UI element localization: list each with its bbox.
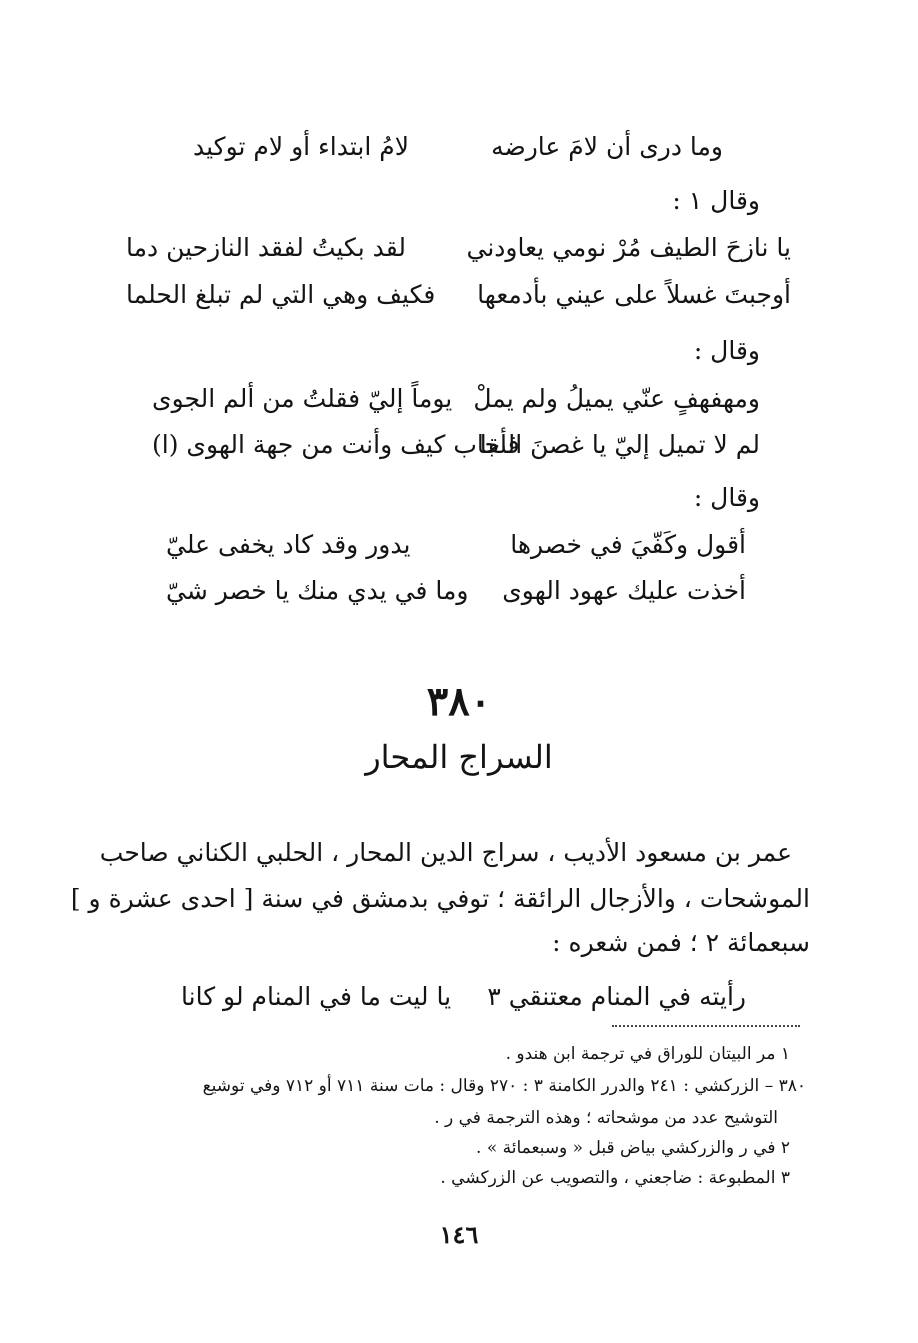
- verse-intro: وقال :: [693, 483, 760, 512]
- entry-title: السراج المحار: [365, 738, 553, 776]
- verse-hemistich-first: أقول وكَفّيَ في خصرها: [510, 530, 746, 559]
- footnote-line: التوشيح عدد من موشحاته ؛ وهذه الترجمة في ر .: [434, 1108, 778, 1128]
- verse-hemistich-second: لامُ ابتداء أو لام توكيد: [193, 132, 409, 161]
- body-line: سبعمائة ٢ ؛ فمن شعره :: [552, 928, 810, 957]
- verse-hemistich-first: لم لا تميل إليّ يا غصنَ النقا: [479, 430, 760, 459]
- verse-hemistich-first: ومهفهفٍ عنّي يميلُ ولم يملْ: [473, 384, 760, 413]
- footnote-line: ١ مر البيتان للوراق في ترجمة ابن هندو .: [505, 1044, 790, 1064]
- entry-number: ٣٨٠: [426, 678, 492, 725]
- verse-line: [166, 576, 746, 610]
- verse-hemistich-second: وما في يدي منك يا خصر شيّ: [166, 576, 469, 605]
- verse-intro: وقال ١ :: [672, 186, 760, 215]
- verse-hemistich-first: يا نازحَ الطيف مُرْ نومي يعاودني: [466, 233, 791, 262]
- verse-hemistich-first: أخذت عليك عهود الهوى: [502, 576, 746, 605]
- footnote-line: ٣٨٠ – الزركشي : ٢٤١ والدرر الكامنة ٣ : ٢٧٠ وقال : مات سنة ٧١١ أو ٧١٢ وفي توشيع: [202, 1076, 806, 1096]
- verse-hemistich-second: يدور وقد كاد يخفى عليّ: [166, 530, 411, 559]
- footnote-line: ٢ في ر والزركشي بياض قبل « وسبعمائة » .: [476, 1138, 790, 1158]
- body-line: عمر بن مسعود الأديب ، سراج الدين المحار ، الحلبي الكناني صاحب: [99, 838, 792, 867]
- footnote-line: ٣ المطبوعة : ضاجعني ، والتصويب عن الزركشي .: [440, 1168, 790, 1188]
- verse-hemistich-first: أوجبتَ غسلاً على عيني بأدمعها: [477, 280, 791, 309]
- verse-hemistich-second: فأجاب كيف وأنت من جهة الهوى (ا): [152, 430, 520, 459]
- verse-hemistich-second: لقد بكيتُ لفقد النازحين دما: [126, 233, 407, 262]
- footnote-separator: [612, 1025, 800, 1027]
- verse-hemistich-second: فكيف وهي التي لم تبلغ الحلما: [126, 280, 436, 309]
- page-number: ١٤٦: [439, 1220, 479, 1249]
- verse-intro: وقال :: [693, 336, 760, 365]
- verse-hemistich-first: وما درى أن لامَ عارضه: [491, 132, 723, 161]
- verse-line: [152, 384, 760, 418]
- verse-hemistich-second: يوماً إليّ فقلتُ من ألم الجوى: [152, 384, 453, 413]
- verse-line: [193, 132, 723, 166]
- verse-line: [126, 280, 791, 314]
- verse-hemistich-second: يا ليت ما في المنام لو كانا: [181, 982, 452, 1011]
- verse-line: [152, 430, 760, 464]
- verse-line: [126, 233, 791, 267]
- body-line: الموشحات ، والأزجال الرائقة ؛ توفي بدمشق في سنة [ احدى عشرة و ]: [70, 884, 810, 913]
- verse-line: [166, 530, 746, 564]
- verse-line: [181, 982, 746, 1016]
- verse-hemistich-first: رأيته في المنام معتنقي ٣: [487, 982, 746, 1011]
